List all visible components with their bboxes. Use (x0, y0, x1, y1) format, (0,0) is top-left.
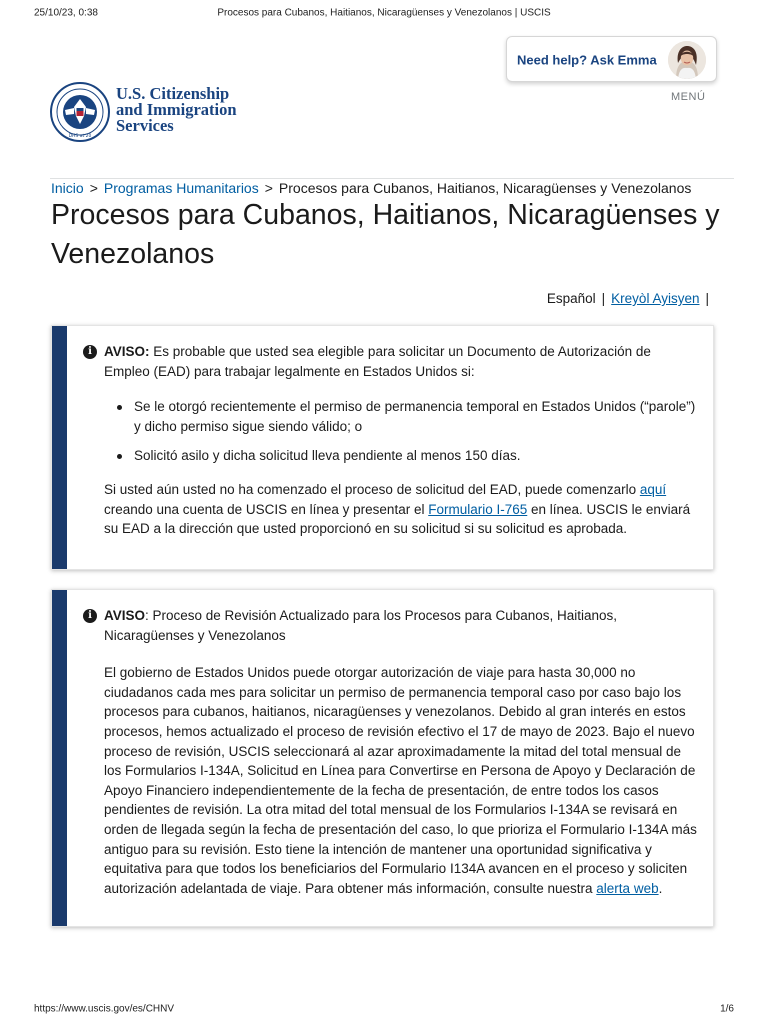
breadcrumb-current: Procesos para Cubanos, Haitianos, Nicaragüenses y Venezolanos (278, 180, 692, 196)
info-icon: i (83, 609, 97, 623)
ask-emma-chat-button[interactable] (506, 36, 717, 82)
alert-intro-text: Es probable que usted sea elegible para solicitar un Documento de Autorización de Empleo (EAD) para trabajar legalmente en Estados Unidos si: (104, 344, 651, 379)
paragraph-text: creando una cuenta de USCIS en línea y presentar el (104, 501, 429, 517)
dhs-seal-icon (50, 82, 110, 142)
print-footer (0, 994, 768, 1024)
print-date: 25/10/23, 0:38 (34, 7, 98, 19)
seal-bottom-text: DHS at 20 (68, 134, 92, 139)
alert-content (104, 606, 697, 898)
alert-stripe (52, 590, 67, 926)
ead-notice-alert (51, 325, 714, 570)
logo-line-2: and Immigration (116, 100, 237, 119)
breadcrumb (51, 180, 691, 196)
breadcrumb-home-link[interactable]: Inicio (51, 180, 84, 196)
alert-intro (104, 342, 697, 381)
print-page-title: Procesos para Cubanos, Haitianos, Nicaragüenses y Venezolanos | USCIS (217, 7, 551, 19)
paragraph-text: en línea. USCIS le enviará su EAD a la dirección que usted proporcionó en su solicitud si su solicitud es aprobada. (104, 501, 691, 537)
here-link[interactable]: aquí (639, 481, 667, 497)
header-divider (50, 178, 734, 179)
emma-avatar (668, 41, 706, 79)
review-process-alert (51, 589, 714, 927)
paragraph-text: Si usted aún usted no ha comenzado el proceso de solicitud del EAD, puede comenzarlo (104, 481, 640, 497)
alert-content (104, 342, 697, 539)
language-current: Español (546, 291, 596, 306)
alert-stripe (52, 326, 67, 569)
eligibility-list (104, 397, 697, 466)
menu-button[interactable]: MENÚ (671, 91, 706, 103)
breadcrumb-humanitarian-link[interactable]: Programas Humanitarios (103, 180, 259, 196)
alert-body (104, 663, 697, 898)
alert-label: AVISO (104, 608, 146, 623)
language-kreyol-link[interactable]: Kreyòl Ayisyen (611, 291, 700, 306)
alert-body-end: . (658, 880, 663, 896)
alert-body-text: El gobierno de Estados Unidos puede otorgar autorización de viaje para hasta 30,000 no ciudadanos cada mes para solicitar un permiso de permanencia temporal caso por caso bajo los procesos para cubanos, haitianos, nicaragüenses y venezolanos. Debido al gran interés en estos procesos, hemos actualizado el proceso de revisión efectivo el 17 de mayo de 2023. Bajo el nuevo proceso de revisión, USCIS seleccionará al azar aproximadamente la mitad del total mensual de los Formularios I-134A, Solicitud en Línea para Convertirse en Persona de Apoyo y Declaración de Apoyo Financiero independientemente de la fecha de presentación, de entre todos los casos pendientes de revisión. La otra mitad del total mensual de los Formularios I-134A se revisará en orden de llegada según la fecha de presentación del caso, lo que prioriza el Formulario I-134A más antiguo para su revisión. Esto tiene la intención de mantener una oportunidad significativa y equitativa para que todos los beneficiarios del Formulario I134A avancen en el proceso y soliciten autorización adelantada de viaje. Para obtener más información, consulte nuestra (104, 665, 697, 896)
alert-paragraph (104, 480, 697, 539)
footer-url: https://www.uscis.gov/es/CHNV (34, 1003, 175, 1015)
logo-line-3: Services (116, 116, 174, 135)
list-item: Solicitó asilo y dicha solicitud lleva pendiente al menos 150 días. (104, 446, 697, 466)
print-header (0, 0, 768, 26)
breadcrumb-separator: > (264, 180, 273, 196)
form-i765-link[interactable]: Formulario I-765 (428, 501, 528, 517)
logo-line-1: U.S. Citizenship (116, 84, 230, 103)
web-alert-link[interactable]: alerta web (596, 880, 659, 896)
page-title: Procesos para Cubanos, Haitianos, Nicaragüenses y Venezolanos (51, 199, 720, 270)
alert-heading (104, 606, 697, 645)
alert-heading-text: : Proceso de Revisión Actualizado para los Procesos para Cubanos, Haitianos, Nicaragüenses y Venezolanos (104, 608, 618, 643)
list-item: Se le otorgó recientemente el permiso de permanencia temporal en Estados Unidos (“parole”) y dicho permiso sigue siendo válido; o (104, 397, 697, 436)
footer-page-number: 1/6 (720, 1003, 734, 1015)
language-selector (547, 291, 715, 306)
logo-wordmark (116, 86, 237, 134)
language-separator: | (705, 291, 709, 306)
uscis-logo[interactable] (50, 82, 250, 152)
info-icon: i (83, 345, 97, 359)
language-separator: | (601, 291, 606, 306)
ask-emma-label: Need help? Ask Emma (517, 52, 657, 68)
breadcrumb-separator: > (89, 180, 98, 196)
alert-label: AVISO: (104, 344, 150, 359)
